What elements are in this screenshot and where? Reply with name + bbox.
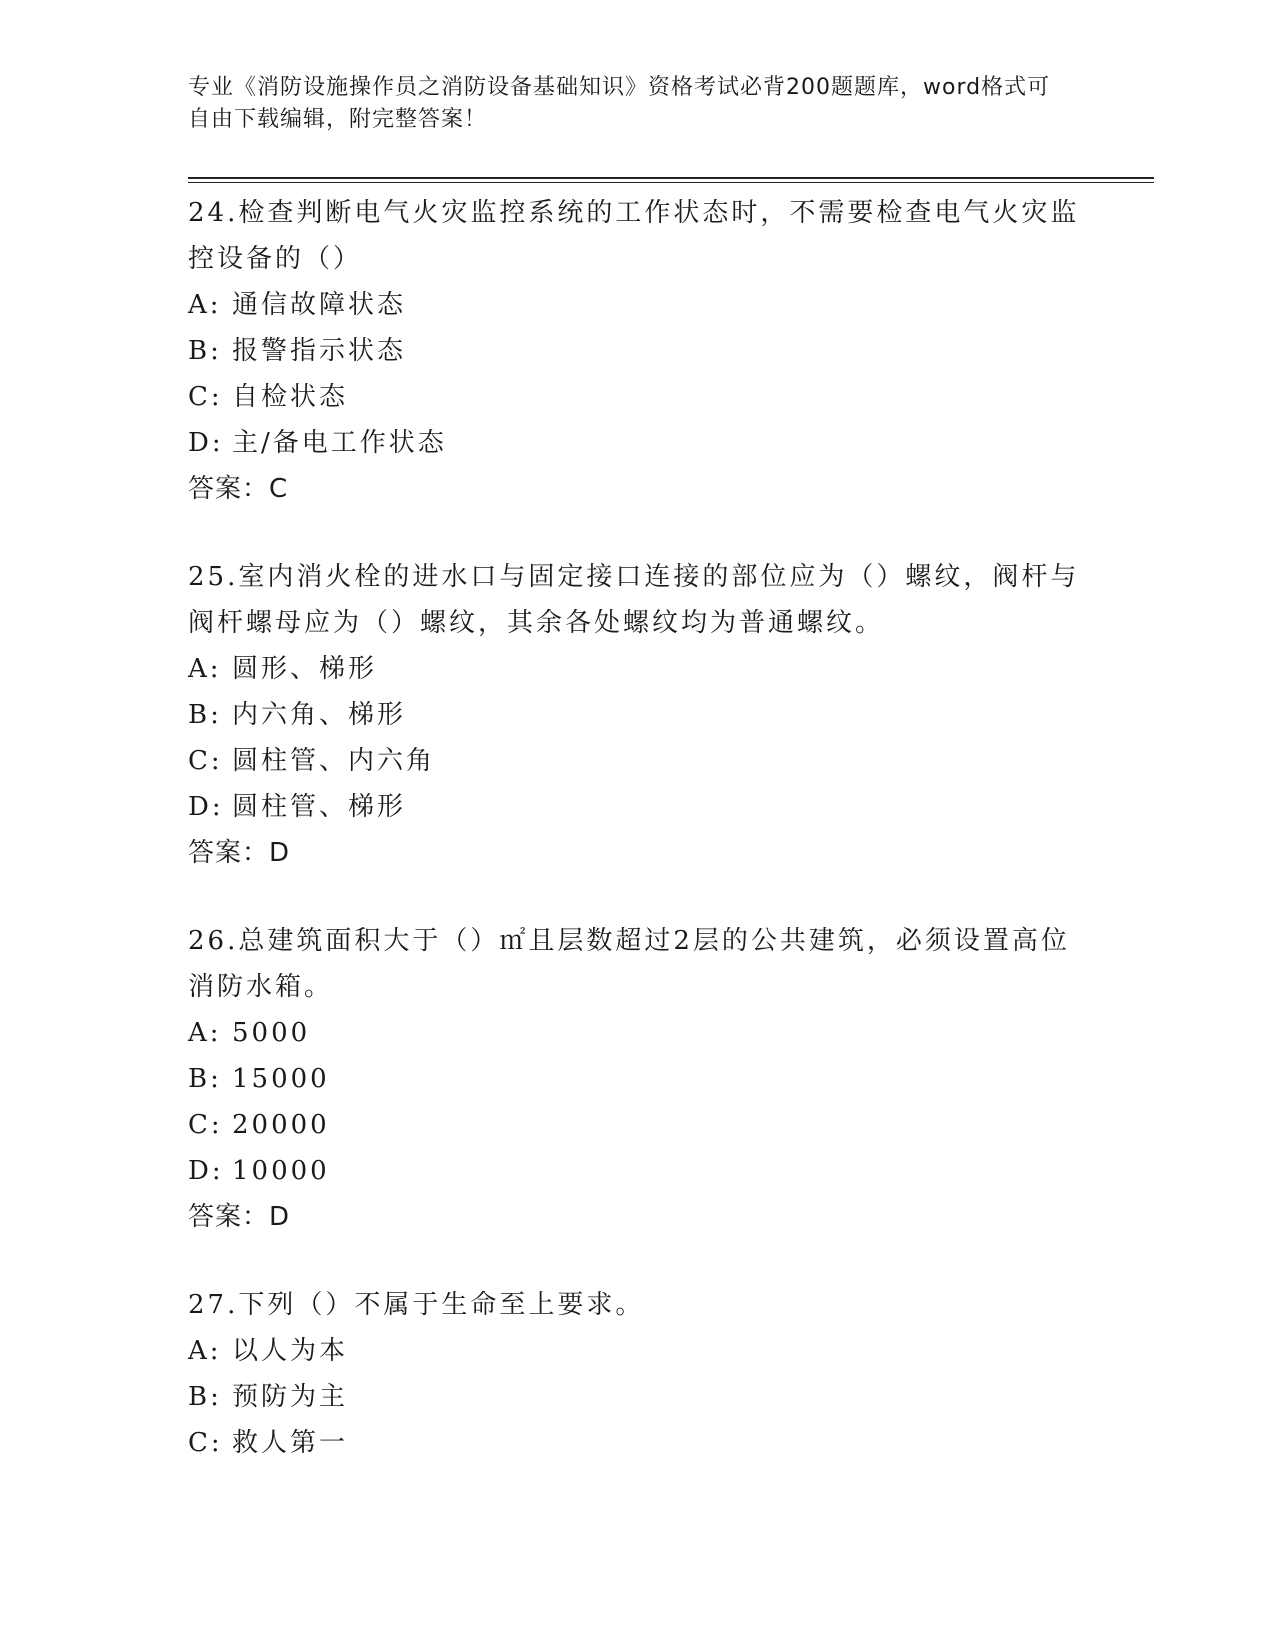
option-a xyxy=(188,646,1088,692)
question-list xyxy=(188,190,1088,1508)
question-text: 27.下列（）不属于生命至上要求。 xyxy=(188,1290,645,1320)
option-key: C: xyxy=(188,1428,223,1458)
option-text: 圆柱管、内六角 xyxy=(232,746,436,776)
option-key: D: xyxy=(188,428,224,458)
option-key: A: xyxy=(188,1336,222,1366)
question-text: 24.检查判断电气火灾监控系统的工作状态时，不需要检查电气火灾监控设备的（） xyxy=(188,198,1080,274)
question-27 xyxy=(188,1282,1088,1466)
option-key: A: xyxy=(188,290,222,320)
question-text: 26.总建筑面积大于（）㎡且层数超过2层的公共建筑，必须设置高位消防水箱。 xyxy=(188,926,1070,1002)
option-key: C: xyxy=(188,1110,223,1140)
option-text: 主/备电工作状态 xyxy=(232,428,447,458)
option-b xyxy=(188,1374,1088,1420)
option-a xyxy=(188,1328,1088,1374)
option-key: C: xyxy=(188,382,223,412)
option-text: 5000 xyxy=(232,1018,311,1048)
option-text: 圆形、梯形 xyxy=(232,654,378,684)
option-key: B: xyxy=(188,1064,222,1094)
option-key: C: xyxy=(188,746,223,776)
option-key: B: xyxy=(188,700,222,730)
answer-line: 答案：D xyxy=(188,838,291,868)
document-header: 专业《消防设施操作员之消防设备基础知识》资格考试必背200题题库，word格式可自由下载编辑，附完整答案！ xyxy=(188,75,1051,132)
answer-line: 答案：D xyxy=(188,1202,291,1232)
option-text: 自检状态 xyxy=(232,382,349,412)
option-text: 报警指示状态 xyxy=(232,336,407,366)
option-c xyxy=(188,1102,1088,1148)
option-b xyxy=(188,328,1088,374)
option-c xyxy=(188,374,1088,420)
option-key: B: xyxy=(188,1382,222,1412)
option-key: D: xyxy=(188,1156,224,1186)
option-d xyxy=(188,1148,1088,1194)
option-text: 圆柱管、梯形 xyxy=(232,792,407,822)
option-text: 救人第一 xyxy=(232,1428,349,1458)
option-b xyxy=(188,1056,1088,1102)
option-d xyxy=(188,420,1088,466)
option-d xyxy=(188,784,1088,830)
option-a xyxy=(188,1010,1088,1056)
option-text: 20000 xyxy=(232,1110,330,1140)
option-key: A: xyxy=(188,1018,222,1048)
option-text: 预防为主 xyxy=(232,1382,349,1412)
option-b xyxy=(188,692,1088,738)
question-25 xyxy=(188,554,1088,876)
option-key: B: xyxy=(188,336,222,366)
option-c xyxy=(188,1420,1088,1466)
option-c xyxy=(188,738,1088,784)
option-text: 通信故障状态 xyxy=(232,290,407,320)
option-text: 以人为本 xyxy=(232,1336,349,1366)
answer-line: 答案：C xyxy=(188,474,289,504)
header-rule-thick xyxy=(188,177,1154,179)
question-26 xyxy=(188,918,1088,1240)
option-key: A: xyxy=(188,654,222,684)
header-rule-thin xyxy=(188,182,1154,183)
option-text: 10000 xyxy=(232,1156,330,1186)
option-key: D: xyxy=(188,792,224,822)
question-24 xyxy=(188,190,1088,512)
question-text: 25.室内消火栓的进水口与固定接口连接的部位应为（）螺纹，阀杆与阀杆螺母应为（）螺纹，其余各处螺纹均为普通螺纹。 xyxy=(188,562,1080,638)
option-a xyxy=(188,282,1088,328)
option-text: 内六角、梯形 xyxy=(232,700,407,730)
option-text: 15000 xyxy=(232,1064,330,1094)
